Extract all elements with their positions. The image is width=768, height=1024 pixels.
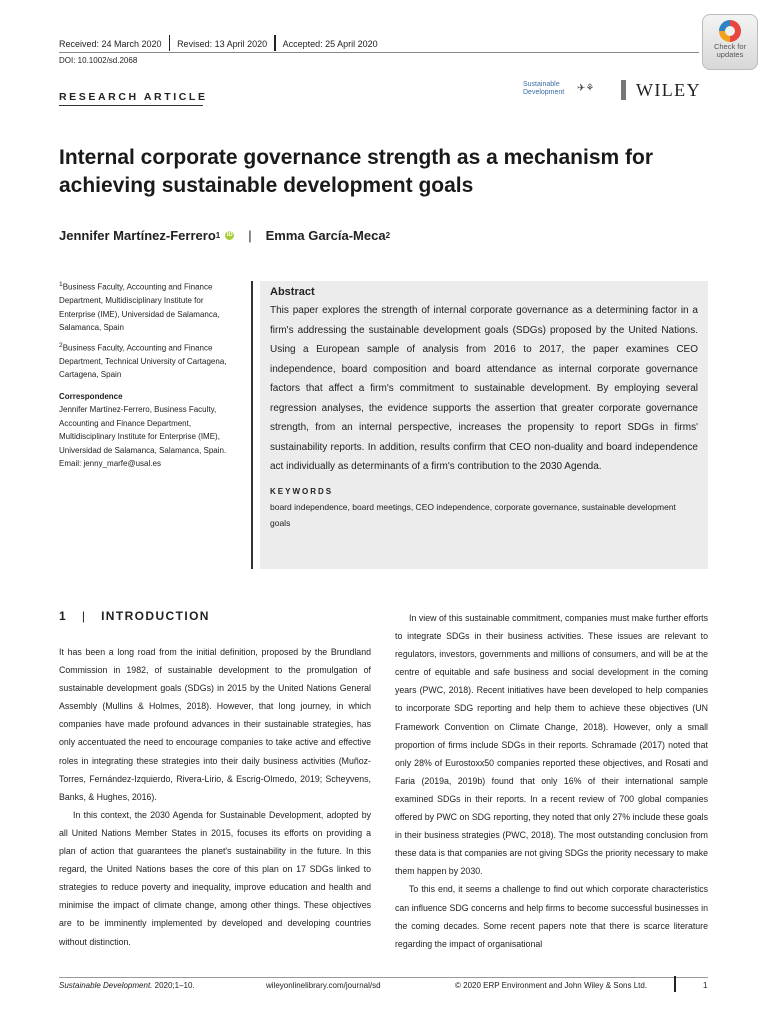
abstract-box	[260, 281, 708, 569]
journal-logo	[523, 79, 615, 101]
author-separator: |	[248, 228, 252, 243]
footer-rule	[59, 977, 708, 978]
footer-separator	[674, 976, 676, 992]
received-date: Received: 24 March 2020	[59, 39, 162, 49]
body-column-right	[395, 609, 708, 953]
date-separator	[169, 35, 171, 51]
article-type-rule	[59, 105, 203, 106]
crossmark-icon	[719, 20, 741, 42]
check-for-updates-button[interactable]	[702, 14, 758, 70]
page-number: 1	[703, 981, 708, 990]
orcid-icon[interactable]: iD	[226, 232, 233, 238]
accepted-date: Accepted: 25 April 2020	[282, 39, 378, 49]
footer-copyright: © 2020 ERP Environment and John Wiley & Sons Ltd.	[455, 981, 648, 990]
abstract-text: This paper explores the strength of internal corporate governance as a determining factor in a firm's addressing the sustainable development goals (SDGs) proposed by the United Nations. Using a European sample of analysis from 2016 to 2017, the paper examines CEO independence, board composition and board attendance as internal corporate governance factors that affect a firm's commitment to sustainable development. By employing several regression analyses, the evidence supports the assertion that greater corporate governance strength, from an internal perspective, increases the propensity to report SDGs in firms' sustainability reports. In addition, results confirm that CEO non-duality and board independence act individually as determinants of a firm's contribution to the 2030 Agenda.	[270, 305, 698, 472]
revised-date: Revised: 13 April 2020	[177, 39, 268, 49]
journal-logo-text: Sustainable Development	[523, 81, 565, 96]
section-number: 1	[59, 609, 68, 623]
publisher-logo: WILEY	[636, 80, 701, 100]
keywords-heading: KEYWORDS	[270, 486, 334, 496]
header-rule	[59, 52, 699, 53]
paragraph: In view of this sustainable commitment, companies must make further efforts to integrate SDGs in their business activities. These issues are relevant to regulators, investors, governments and millions of consumers, and will be at the centre of equitable and safe business and social development in the coming years (PWC, 2018). Recent initiatives have been developed to help companies to incorporate SDG reporting and help them to achieve these objectives (UN Framework Convention on Climate Change, 2018). However, only a small proportion of firms include SDGs in their reports. Schramade (2017) noted that only 28% of Eurostoxx50 companies reported these objectives, and Rosati and Faria (2019a, 2019b) found that only 16% of their international sample examined SDGs in their reports. In a recent review of 700 global companies offered by PWC on SDG reporting, they noted that only 27% include these goals in their business strategies (PWC, 2018). The most outstanding conclusion from these data is that companies are not giving SDGs the priority necessary to make them happen by 2030.	[395, 613, 708, 877]
journal-emblem-icon: ✈︎⚘	[577, 83, 595, 94]
correspondence-text: Jennifer Martínez-Ferrero, Business Faculty, Accounting and Finance Department, Multidisciplinary Institute for Enterprise (IME), Universidad de Salamanca, Salamanca, Spain.	[59, 405, 227, 455]
section-heading	[59, 609, 210, 623]
paragraph: To this end, it seems a challenge to find out which corporate characteristics can influence SDG concerns and help firms to become successful businesses in the coming decades. Some recent papers note that there is scarce literature regarding the impact of organisational	[395, 884, 708, 949]
author-list	[59, 228, 390, 243]
author-affiliation-mark: 2	[385, 231, 391, 240]
doi[interactable]: DOI: 10.1002/sd.2068	[59, 56, 138, 65]
footer-journal: Sustainable Development. 2020;1–10.	[59, 981, 195, 990]
correspondence-email[interactable]: Email: jenny_marfe@usal.es	[59, 459, 161, 469]
paragraph: It has been a long road from the initial definition, proposed by the Brundland Commission in 1982, of sustainable development to the promulgation of sustainable development goals (SDGs) in 2015 by the United Nations General Assembly (Mullins & Holmes, 2018). However, that long journey, in which companies have made profound advances in their sustainable strategies, has only accentuated the need to encourage companies to take active and effective roles in integrating these strategies into their daily business activities (Muñoz-Torres, Fernández-Izquierdo, Rivera-Lirio, & Escrig-Olmedo, 2019; Scheyvens, Banks, & Hughes, 2016).	[59, 647, 371, 802]
body-column-left	[59, 643, 371, 951]
date-separator	[274, 35, 276, 51]
check-updates-label: Check for updates	[713, 42, 747, 59]
article-type: RESEARCH ARTICLE	[59, 91, 208, 103]
author-affiliation-mark: 1	[215, 231, 221, 240]
affiliations	[59, 278, 239, 471]
abstract-heading: Abstract	[270, 286, 315, 298]
article-title: Internal corporate governance strength as a mechanism for achieving sustainable development goals	[59, 146, 654, 197]
paragraph: In this context, the 2030 Agenda for Sustainable Development, adopted by all United Nations Member States in 2015, focuses its efforts on providing a plan of action that guarantees the planet's sustainability in the future. In this regard, the United Nations bases the core of this plan on 17 SDGs linked to strategies to reduce poverty and inequality, improve education and health and minimise the impact of climate change, among other things. These objectives are to be imminently implemented by developed and developing countries without distinction.	[59, 809, 371, 947]
section-title: INTRODUCTION	[101, 609, 210, 623]
footer-url[interactable]: wileyonlinelibrary.com/journal/sd	[266, 981, 381, 990]
author-name[interactable]: Emma García-Meca	[265, 228, 386, 243]
correspondence-heading: Correspondence	[59, 391, 123, 401]
affiliation: $^1$Business Faculty, Accounting and Finance Department, Multidisciplinary Institute for Enterprise (IME), Universidad de Salamanca, Salamanca, Spain	[59, 281, 220, 333]
abstract-divider	[251, 281, 253, 569]
author-name[interactable]: Jennifer Martínez-Ferrero	[59, 228, 216, 243]
affiliation: $^2$Business Faculty, Accounting and Finance Department, Technical University of Cartagena, Cartagena, Spain	[59, 341, 227, 380]
section-divider: |	[81, 609, 87, 623]
publisher-logo-bar	[621, 80, 626, 100]
keywords-text: board independence, board meetings, CEO independence, corporate governance, sustainable development goals	[270, 501, 676, 528]
